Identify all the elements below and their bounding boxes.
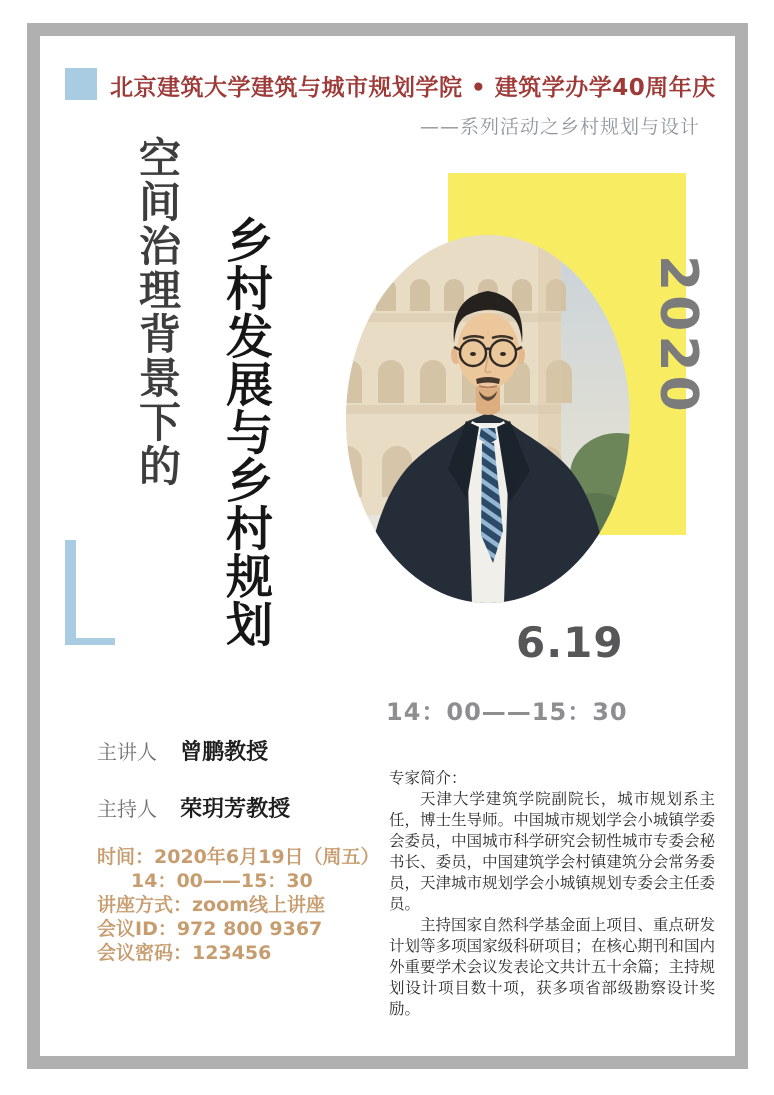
host-role-label: 主持人 xyxy=(97,797,157,821)
blue-square-decoration xyxy=(65,68,97,100)
meeting-time-line: 14：00——15：30 xyxy=(131,870,313,892)
poster-title: 北京建筑大学建筑与城市规划学院 • 建筑学办学40周年庆 xyxy=(110,75,716,101)
meeting-id-line: 会议ID：972 800 9367 xyxy=(97,918,323,940)
expert-bio-block xyxy=(389,768,715,1020)
bio-paragraph-2: 主持国家自然科学基金面上项目、重点研发计划等多项国家级科研项目；在核心期刊和国内外重要学术会议发表论文共计五十余篇；主持规划设计项目数十项，获多项省部级勘察设计奖励。 xyxy=(389,916,715,1018)
speaker-role-label: 主讲人 xyxy=(97,740,157,764)
speaker-row xyxy=(97,735,268,766)
vertical-title-prefix: 空间治理背景下的 xyxy=(133,136,182,488)
speaker-name: 曾鹏教授 xyxy=(180,740,269,765)
bio-paragraph-1: 天津大学建筑学院副院长，城市规划系主任，博士生导师。中国城市规划学会小城镇学委会委员，中国城市科学研究会韧性城市专委会秘书长、委员，中国建筑学会村镇建筑分会常务委员，天津城市规划学会小城镇规划专委会主任委员。 xyxy=(389,790,715,913)
meeting-date-line: 时间：2020年6月19日（周五） xyxy=(97,846,380,868)
meeting-password-line: 会议密码：123456 xyxy=(97,942,272,964)
host-name: 荣玥芳教授 xyxy=(180,797,291,822)
host-row xyxy=(97,792,290,823)
bio-heading: 专家简介： xyxy=(389,769,467,787)
year-label: 2020 xyxy=(648,255,708,416)
vertical-title-main: 乡村发展与乡村规划 xyxy=(218,216,273,648)
meeting-method-line: 讲座方式：zoom线上讲座 xyxy=(97,894,325,916)
speaker-photo xyxy=(346,235,630,603)
event-time: 14：00——15：30 xyxy=(386,698,628,726)
event-date: 6.19 xyxy=(516,618,624,667)
meeting-info-block xyxy=(97,845,380,965)
blue-l-decoration xyxy=(65,540,115,645)
poster-subtitle: ——系列活动之乡村规划与设计 xyxy=(419,116,700,138)
